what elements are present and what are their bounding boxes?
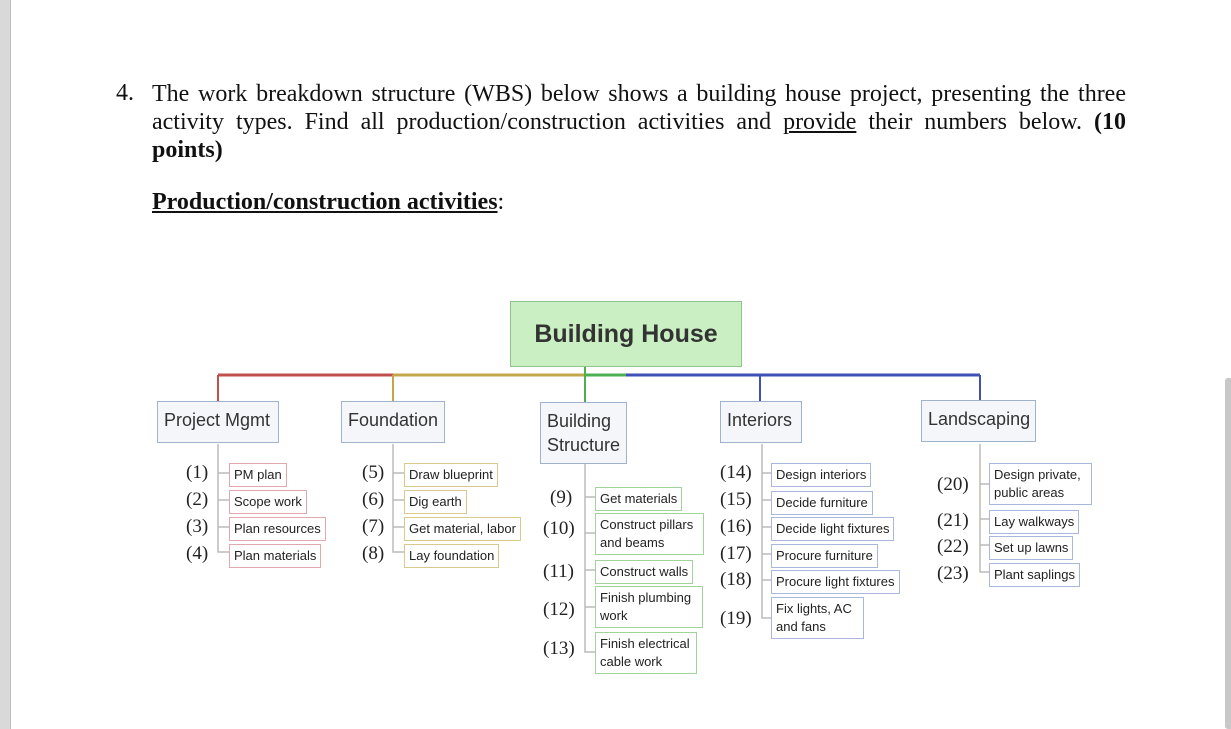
activity-number: (1) [186, 462, 209, 483]
activity-box: Procure light fixtures [771, 570, 900, 594]
activity-box: Get material, labor [404, 517, 521, 541]
activity-number: (2) [186, 489, 209, 510]
activity-box: PM plan [229, 463, 287, 487]
activity-box: Design private, public areas [989, 463, 1092, 505]
activity-number: (17) [720, 543, 752, 564]
answer-heading-colon: : [497, 189, 505, 215]
activity-box: Lay walkways [989, 510, 1079, 534]
question-text-before: The work breakdown structure (WBS) below shows a building house project, presenting the three activity types. Find all production/construction activities and [152, 81, 1126, 135]
question-points: (10 points) [152, 109, 1127, 163]
activity-box: Procure furniture [771, 544, 878, 568]
activity-number: (19) [720, 608, 752, 629]
activity-number: (22) [937, 536, 969, 557]
activity-box: Lay foundation [404, 544, 499, 568]
category-landscaping: Landscaping [921, 400, 1036, 442]
activity-box: Finish plumbing work [595, 586, 703, 628]
activity-number: (7) [362, 516, 385, 537]
activity-number: (20) [937, 474, 969, 495]
activity-number: (13) [543, 638, 575, 659]
activity-box: Dig earth [404, 490, 467, 514]
activity-box: Plan materials [229, 544, 321, 568]
activity-number: (3) [186, 516, 209, 537]
answer-heading-label: Production/construction activities [152, 189, 498, 215]
activity-box: Get materials [595, 487, 682, 511]
activity-number: (18) [720, 569, 752, 590]
activity-box: Plan resources [229, 517, 326, 541]
activity-box: Set up lawns [989, 536, 1073, 560]
activity-number: (21) [937, 510, 969, 531]
activity-box: Scope work [229, 490, 307, 514]
activity-box: Design interiors [771, 463, 871, 487]
activity-box: Plant saplings [989, 563, 1080, 587]
activity-number: (15) [720, 489, 752, 510]
question-number: 4. [116, 80, 134, 106]
activity-box: Decide furniture [771, 491, 873, 515]
category-project-mgmt: Project Mgmt [157, 401, 279, 443]
activity-number: (14) [720, 462, 752, 483]
activity-number: (16) [720, 516, 752, 537]
activity-number: (12) [543, 599, 575, 620]
activity-box: Finish electrical cable work [595, 632, 697, 674]
activity-number: (9) [550, 487, 573, 508]
question-underlined-word: provide [783, 109, 857, 135]
activity-box: Draw blueprint [404, 463, 498, 487]
activity-number: (6) [362, 489, 385, 510]
question-text-after: their numbers below. [856, 109, 1095, 135]
activity-number: (10) [543, 518, 575, 539]
activity-box: Construct walls [595, 560, 693, 584]
activity-number: (23) [937, 563, 969, 584]
category-foundation: Foundation [341, 401, 445, 443]
category-building-structure: Building Structure [540, 402, 627, 464]
category-interiors: Interiors [720, 401, 802, 443]
activity-box: Decide light fixtures [771, 517, 894, 541]
wbs-root-box: Building House [510, 301, 742, 367]
activity-number: (11) [543, 561, 574, 582]
activity-number: (4) [186, 543, 209, 564]
activity-number: (5) [362, 462, 385, 483]
activity-box: Construct pillars and beams [595, 513, 704, 555]
activity-number: (8) [362, 543, 385, 564]
activity-box: Fix lights, AC and fans [771, 597, 864, 639]
